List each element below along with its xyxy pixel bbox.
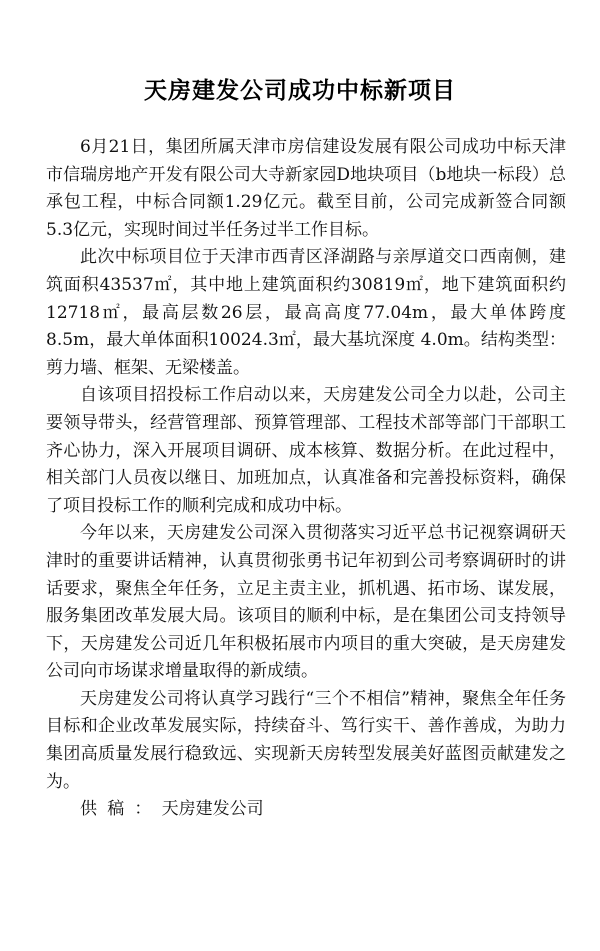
- paragraph-5: 天房建发公司将认真学习践行“三个不相信”精神，聚焦全年任务目标和企业改革发展实际，持续奋斗、笃行实干、善作善成，为助力集团高质量发展行稳致远、实现新天房转型发展美好蓝图贡献建发之为。: [46, 688, 566, 792]
- credit-line: [46, 796, 566, 824]
- article-body: [46, 134, 566, 824]
- paragraph-3: 自该项目招投标工作启动以来，天房建发公司全力以赴，公司主要领导带头，经营管理部、预算管理部、工程技术部等部门干部职工齐心协力，深入开展项目调研、成本核算、数据分析。在此过程中，相关部门人员夜以继日、加班加点，认真准备和完善投标资料，确保了项目投标工作的顺利完成和成功中标。: [46, 385, 566, 516]
- paragraph-2: 此次中标项目位于天津市西青区泽湖路与亲厚道交口西南侧，建筑面积43537㎡，其中地上建筑面积约30819㎡，地下建筑面积约12718㎡，最高层数26层，最高高度77.04m，最大单体跨度8.5m，最大单体面积10024.3㎡，最大基坑深度 4.0m。结构类型：剪力墙、框架、无梁楼盖。: [46, 247, 566, 378]
- paragraph-1: 6月21日，集团所属天津市房信建设发展有限公司成功中标天津市信瑞房地产开发有限公司大寺新家园D地块项目（b地块一标段）总承包工程，中标合同额1.29亿元。截至目前，公司完成新签合同额5.3亿元，实现时间过半任务过半工作目标。: [46, 137, 566, 240]
- credit-source: 天房建发公司: [161, 799, 264, 820]
- paragraph-4: 今年以来，天房建发公司深入贯彻落实习近平总书记视察调研天津时的重要讲话精神，认真贯彻张勇书记年初到公司考察调研时的讲话要求，聚焦全年任务，立足主责主业，抓机遇、拓市场、谋发展，服务集团改革发展大局。该项目的顺利中标，是在集团公司支持领导下，天房建发公司近几年积极拓展市内项目的重大突破，是天房建发公司向市场谋求增量取得的新成绩。: [46, 523, 566, 682]
- credit-label: 供稿：: [80, 799, 162, 820]
- article-title: 天房建发公司成功中标新项目: [144, 77, 456, 104]
